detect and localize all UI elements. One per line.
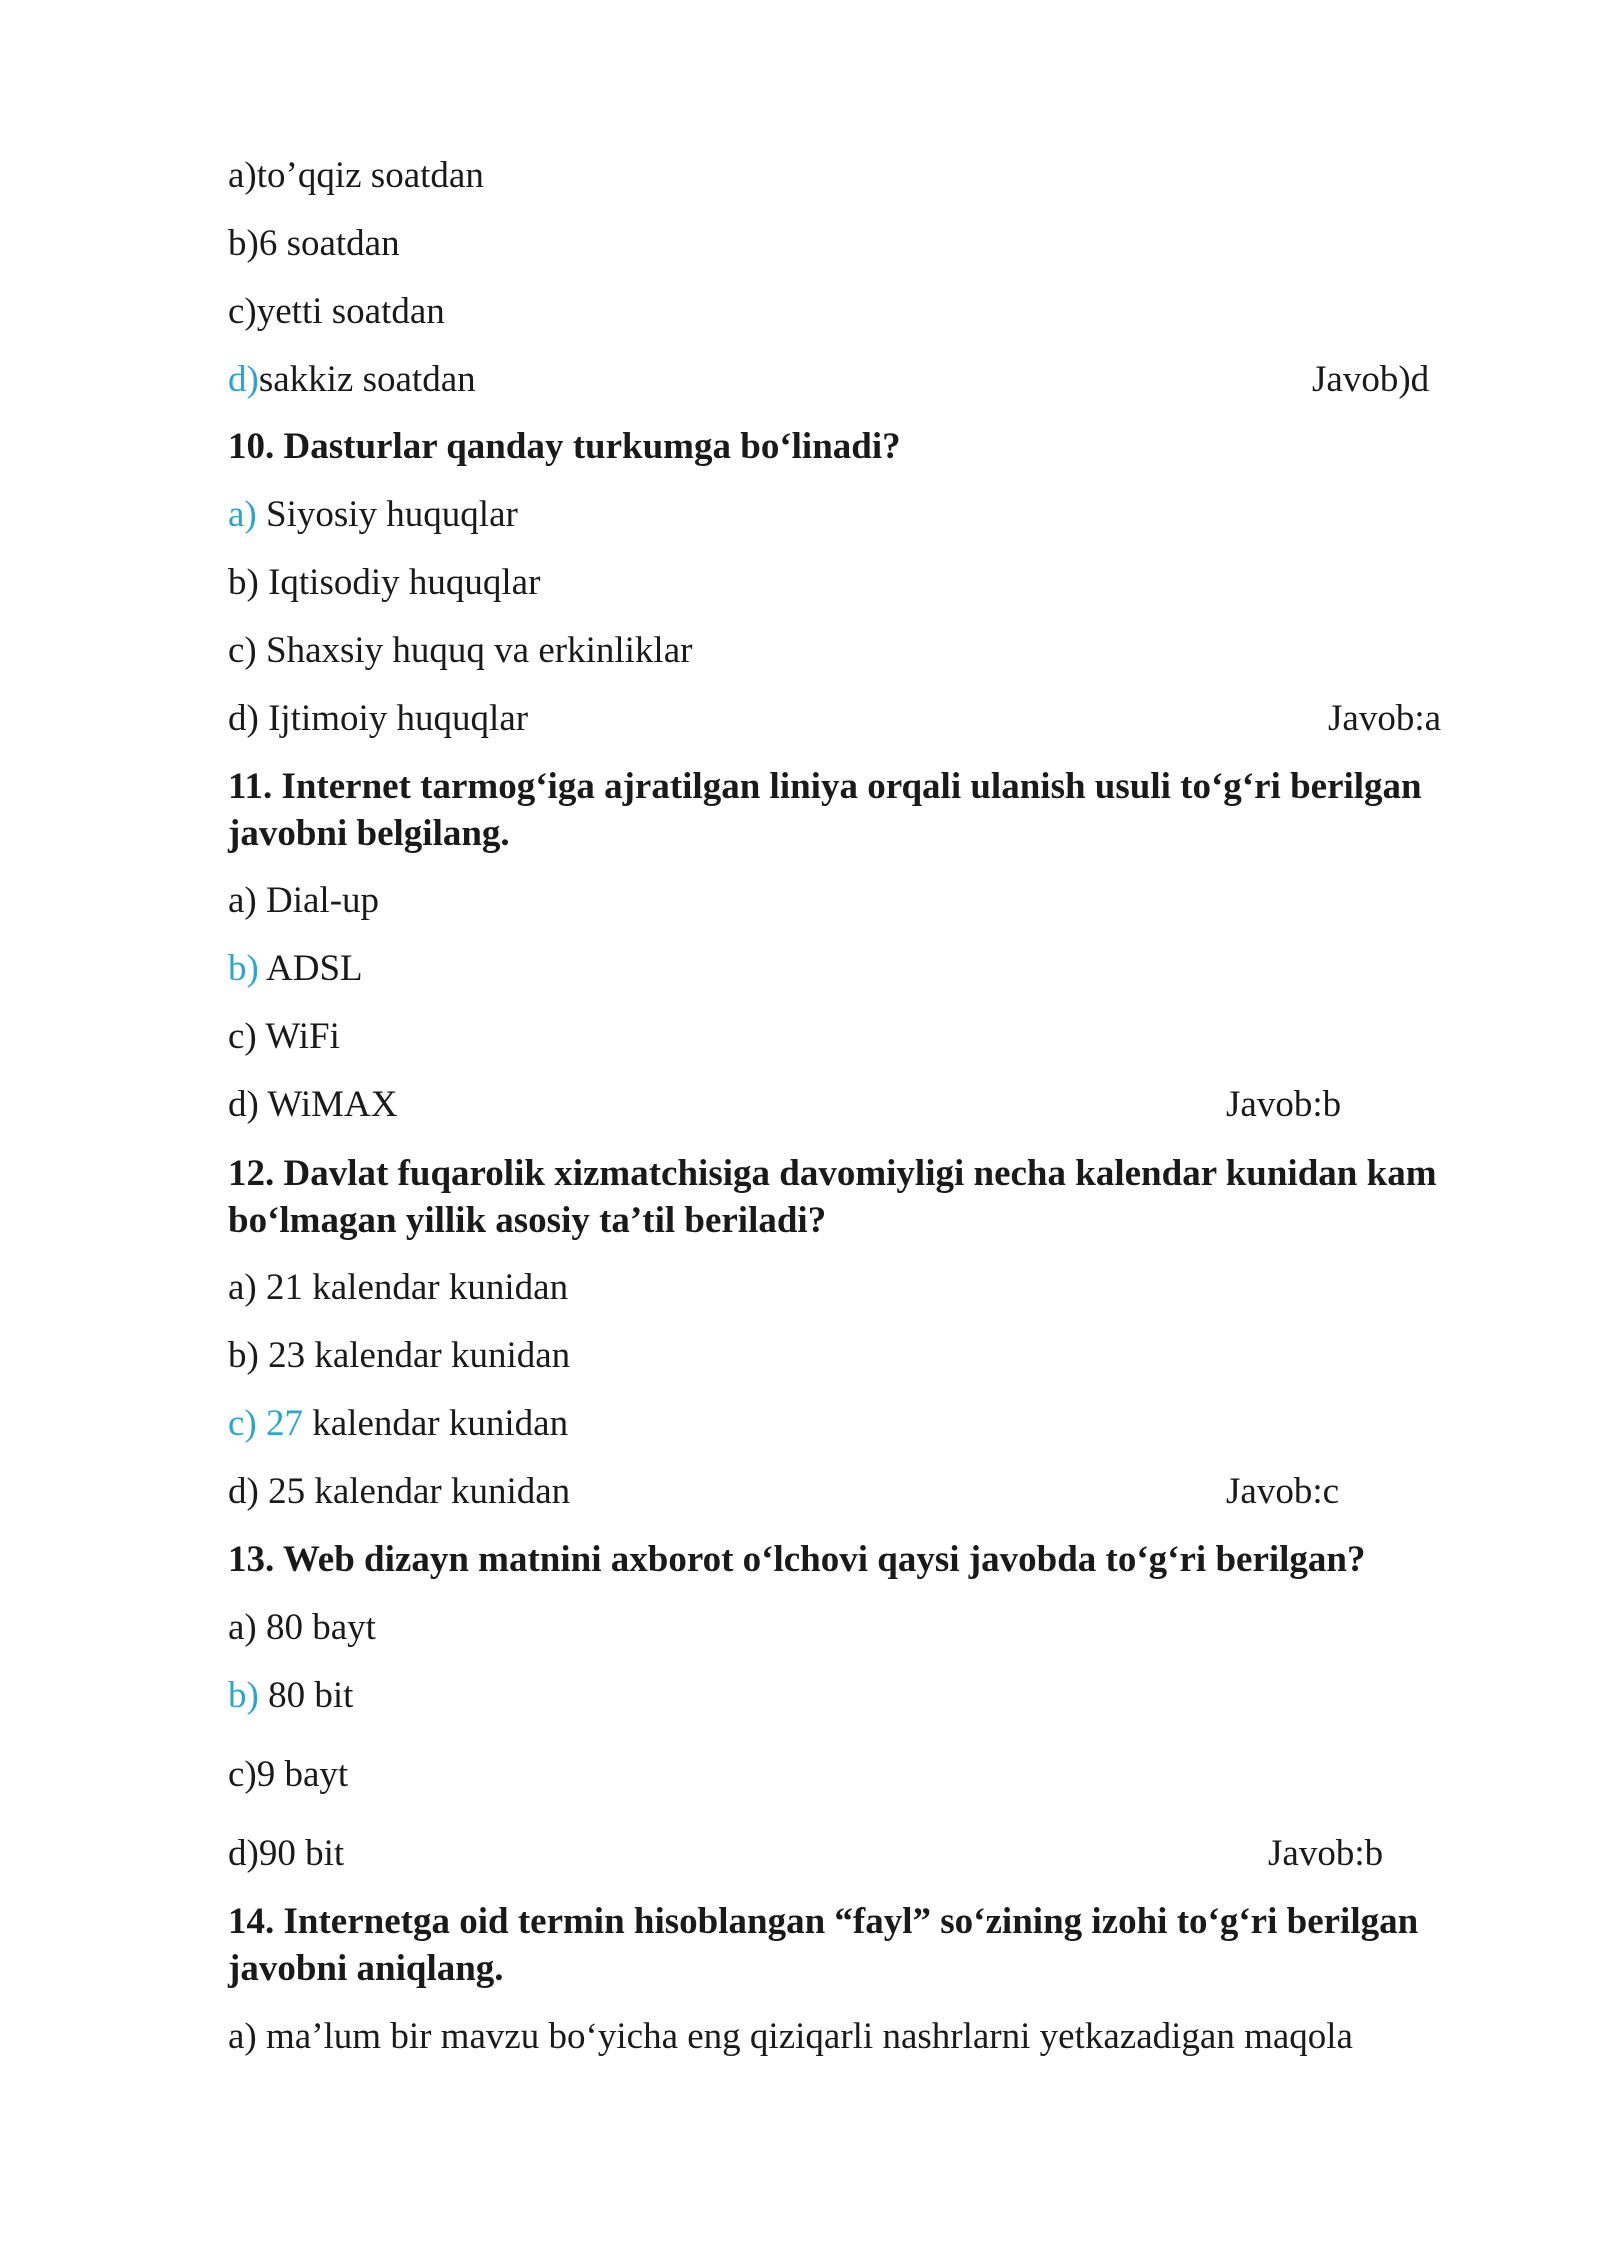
option-prefix: a) bbox=[228, 494, 257, 535]
option-c bbox=[228, 288, 445, 335]
option-text: Shaxsiy huquq va erkinliklar bbox=[256, 630, 693, 671]
option-text: WiFi bbox=[256, 1016, 340, 1057]
option-b bbox=[228, 945, 363, 992]
option-text: yetti soatdan bbox=[256, 291, 445, 332]
option-text: 90 bit bbox=[258, 1833, 345, 1874]
option-text: Siyosiy huquqlar bbox=[256, 494, 518, 535]
option-prefix: d) bbox=[228, 1471, 259, 1512]
answer-label: Javob:b bbox=[1268, 1833, 1384, 1874]
option-c bbox=[228, 1751, 348, 1798]
option-text: ADSL bbox=[258, 948, 363, 989]
option-text: 21 kalendar kunidan bbox=[256, 1267, 569, 1308]
question-title-cont: bo‘lmagan yillik asosiy ta’til beriladi? bbox=[228, 1200, 827, 1241]
option-prefix: a) bbox=[228, 1607, 257, 1648]
question-title: 12. Davlat fuqarolik xizmatchisiga davomiyligi necha kalendar kunidan kam bbox=[228, 1153, 1437, 1194]
option-text: 6 soatdan bbox=[258, 223, 400, 264]
option-b bbox=[228, 1332, 570, 1379]
question-title: 10. Dasturlar qanday turkumga bo‘linadi? bbox=[228, 426, 901, 467]
option-text: 80 bayt bbox=[256, 1607, 376, 1648]
option-text: ma’lum bir mavzu bo‘yicha eng qiziqarli nashrlarni yetkazadigan maqola bbox=[256, 2016, 1353, 2057]
option-prefix: d) bbox=[228, 359, 259, 400]
option-c bbox=[228, 1013, 340, 1060]
option-d bbox=[228, 695, 528, 742]
option-prefix: c) bbox=[228, 291, 257, 332]
option-prefix: c) bbox=[228, 1754, 257, 1795]
option-a bbox=[228, 491, 518, 538]
option-prefix: c) 27 bbox=[228, 1403, 303, 1444]
answer-label: Javob:c bbox=[1226, 1471, 1340, 1512]
question-title-cont: javobni aniqlang. bbox=[228, 1948, 504, 1989]
option-text: to’qqiz soatdan bbox=[256, 155, 484, 196]
option-a bbox=[228, 152, 484, 199]
option-text: sakkiz soatdan bbox=[258, 359, 476, 400]
option-d bbox=[228, 1830, 344, 1877]
option-text: WiMAX bbox=[258, 1084, 398, 1125]
option-a bbox=[228, 1264, 568, 1311]
option-c bbox=[228, 627, 692, 674]
option-b bbox=[228, 559, 540, 606]
question-title-cont: javobni belgilang. bbox=[228, 813, 510, 854]
option-prefix: a) bbox=[228, 2016, 257, 2057]
option-text: kalendar kunidan bbox=[303, 1403, 569, 1444]
option-text: Iqtisodiy huquqlar bbox=[258, 562, 541, 603]
option-text: Ijtimoiy huquqlar bbox=[258, 698, 529, 739]
option-prefix: a) bbox=[228, 1267, 257, 1308]
option-prefix: d) bbox=[228, 698, 259, 739]
option-text: 80 bit bbox=[258, 1675, 354, 1716]
question-title: 13. Web dizayn matnini axborot o‘lchovi qaysi javobda to‘g‘ri berilgan? bbox=[228, 1539, 1366, 1580]
question-title: 14. Internetga oid termin hisoblangan “fayl” so‘zining izohi to‘g‘ri berilgan bbox=[228, 1901, 1419, 1942]
option-b bbox=[228, 220, 400, 267]
option-text: 9 bayt bbox=[256, 1754, 349, 1795]
answer-label: Javob)d bbox=[1312, 359, 1430, 400]
option-prefix: a) bbox=[228, 880, 257, 921]
option-d bbox=[228, 356, 476, 403]
option-a bbox=[228, 1604, 376, 1651]
option-prefix: c) bbox=[228, 1016, 257, 1057]
option-prefix: b) bbox=[228, 948, 259, 989]
option-d bbox=[228, 1081, 397, 1128]
option-prefix: b) bbox=[228, 1675, 259, 1716]
option-prefix: d) bbox=[228, 1084, 259, 1125]
option-text: Dial-up bbox=[256, 880, 380, 921]
option-prefix: c) bbox=[228, 630, 257, 671]
question-title: 11. Internet tarmog‘iga ajratilgan liniya orqali ulanish usuli to‘g‘ri berilgan bbox=[228, 766, 1422, 807]
option-a bbox=[228, 877, 379, 924]
option-a bbox=[228, 2013, 1353, 2060]
answer-label: Javob:a bbox=[1328, 698, 1442, 739]
option-prefix: b) bbox=[228, 562, 259, 603]
option-c bbox=[228, 1400, 568, 1447]
option-prefix: a) bbox=[228, 155, 257, 196]
option-prefix: b) bbox=[228, 223, 259, 264]
option-text: 23 kalendar kunidan bbox=[258, 1335, 571, 1376]
option-text: 25 kalendar kunidan bbox=[258, 1471, 571, 1512]
option-d bbox=[228, 1468, 570, 1515]
option-prefix: b) bbox=[228, 1335, 259, 1376]
option-prefix: d) bbox=[228, 1833, 259, 1874]
option-b bbox=[228, 1672, 353, 1719]
answer-label: Javob:b bbox=[1226, 1084, 1342, 1125]
